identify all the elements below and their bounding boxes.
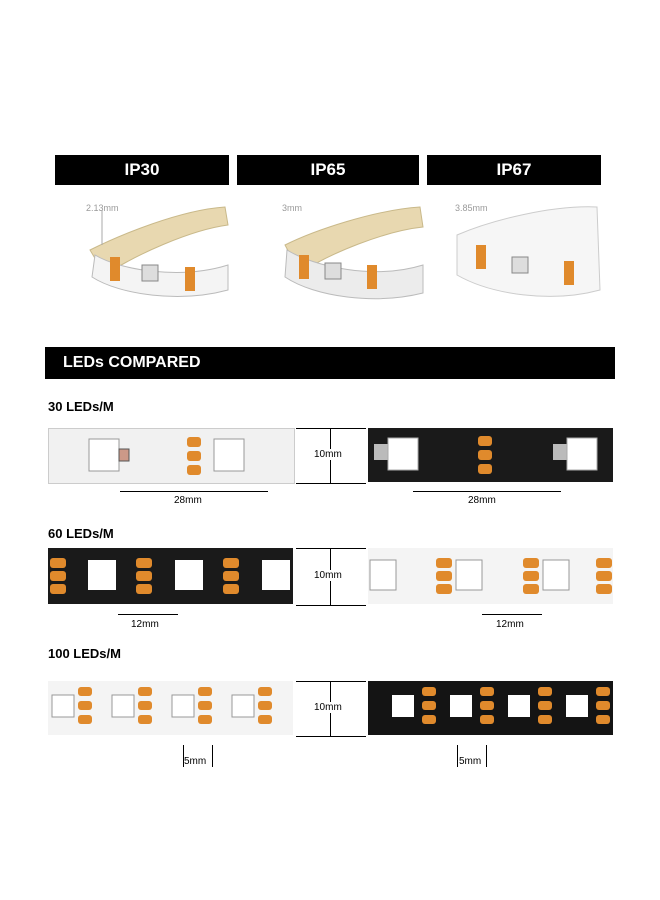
tab-ip67	[427, 155, 601, 185]
strip-60-white	[368, 548, 613, 604]
section-header	[45, 347, 615, 379]
tab-ip30-label: IP30	[124, 160, 160, 179]
ip30-thickness: 2.13mm	[86, 203, 119, 213]
width-label-100: 10mm	[314, 702, 374, 713]
tab-ip67-label: IP67	[496, 160, 532, 179]
tab-ip65	[237, 155, 419, 185]
spacing-line-30-left	[120, 491, 268, 492]
strip-60-black	[48, 548, 293, 604]
strip-30-black	[368, 428, 613, 482]
spacing-line-30-right	[413, 491, 561, 492]
section-title: LEDs COMPARED	[63, 354, 201, 371]
spacing-line-60-left	[118, 614, 178, 615]
width-box-30	[296, 428, 366, 484]
spacing-label-60-left: 12mm	[131, 619, 159, 630]
strip-100-black	[368, 681, 613, 735]
tab-ip65-label: IP65	[310, 160, 346, 179]
ip65-thickness: 3mm	[282, 203, 302, 213]
row-title-100: 100 LEDs/M	[48, 646, 121, 661]
spacing-line-60-right	[482, 614, 542, 615]
spacing-label-100-right: 5mm	[459, 756, 482, 767]
width-box-100	[296, 681, 366, 737]
width-label-30: 10mm	[314, 449, 374, 460]
tab-ip30	[55, 155, 229, 185]
spacing-label-60-right: 12mm	[496, 619, 524, 630]
spacing-label-30-right: 28mm	[468, 495, 496, 506]
strip-100-white	[48, 681, 293, 735]
spacing-label-30-left: 28mm	[174, 495, 202, 506]
strip-30-white	[48, 428, 295, 484]
spacing-label-100-left: 5mm	[184, 756, 207, 767]
ip67-thickness: 3.85mm	[455, 203, 488, 213]
width-label-60: 10mm	[314, 570, 374, 581]
width-box-60	[296, 548, 366, 606]
row-title-60: 60 LEDs/M	[48, 526, 114, 541]
row-title-30: 30 LEDs/M	[48, 399, 114, 414]
